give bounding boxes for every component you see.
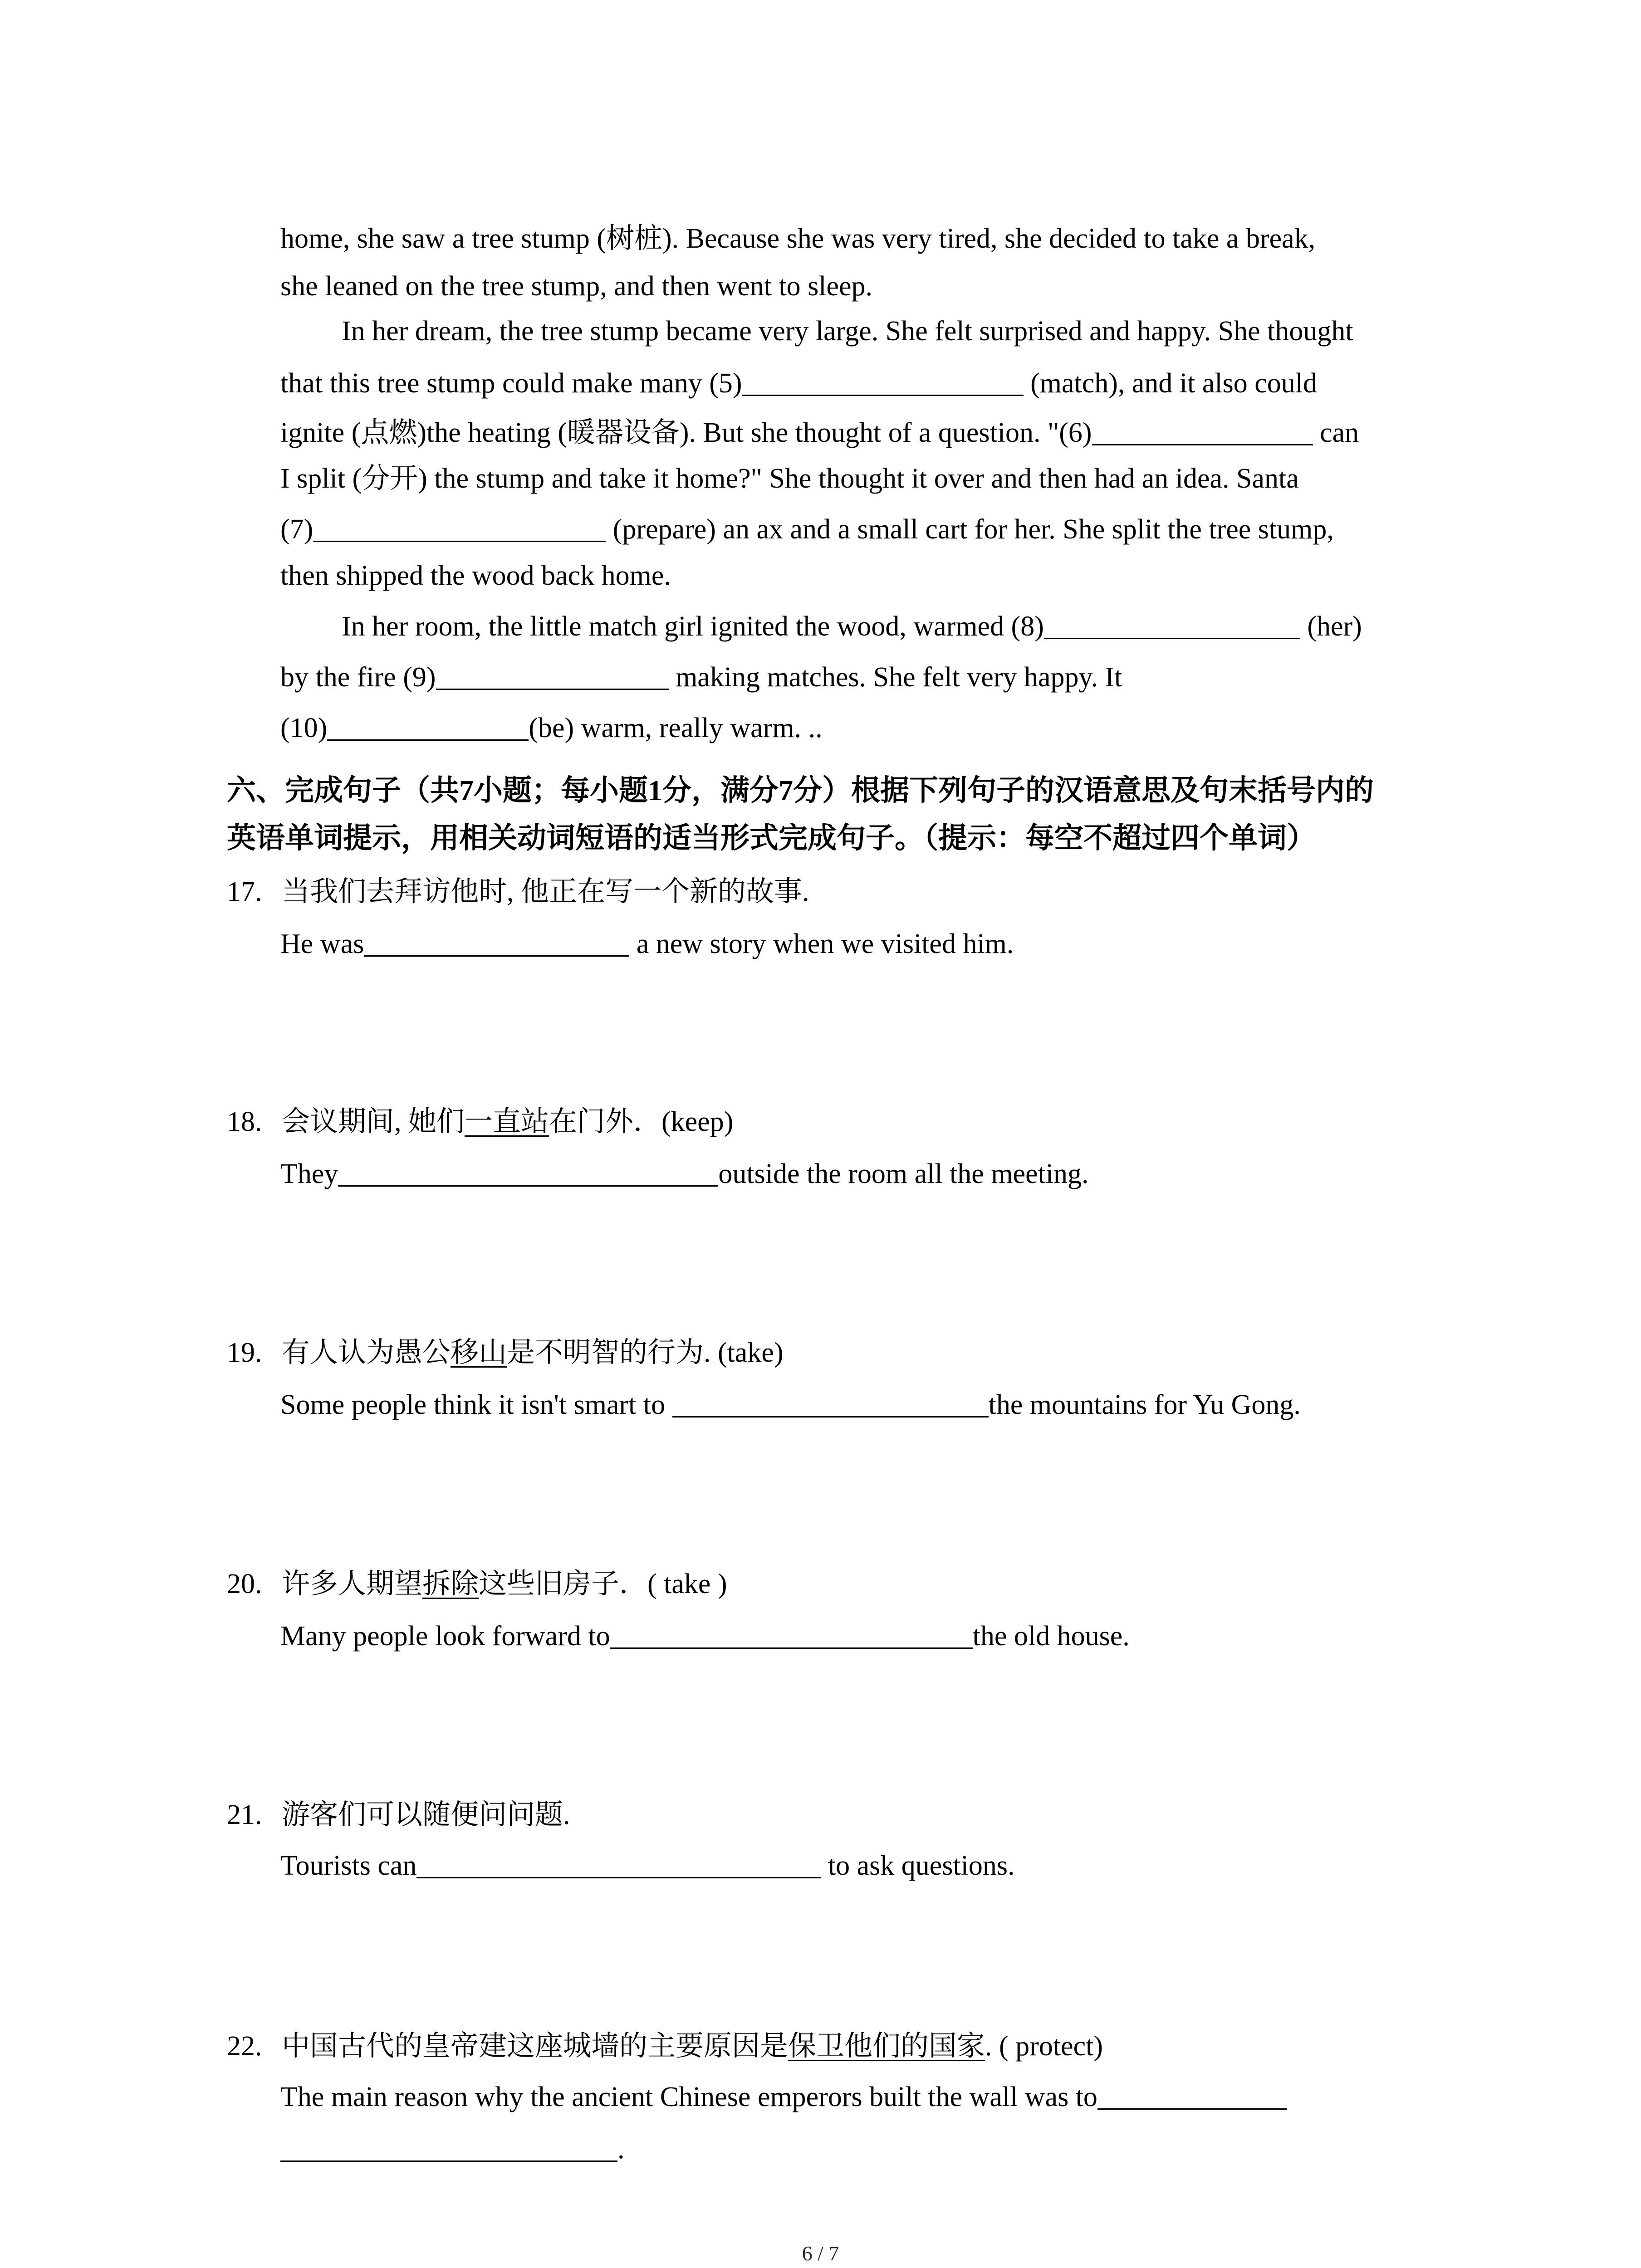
question-19-prompt [227, 1334, 784, 1371]
question-17-answer [280, 926, 1014, 962]
answer-blank-21 [416, 1852, 821, 1878]
passage-text: In her dream, the tree stump became very large. She felt surprised and happy. She thought [342, 316, 1353, 347]
passage-text: making matches. She felt very happy. It [668, 662, 1122, 693]
section-heading: 英语单词提示，用相关动词短语的适当形式完成句子。（提示：每空不超过四个单词） [227, 822, 1316, 854]
passage-line [280, 220, 1315, 257]
question-prompt-text: 中国古代的皇帝建这座城墙的主要原因是 [282, 2031, 789, 2062]
answer-blank-19 [672, 1391, 989, 1418]
question-20-answer [280, 1618, 1130, 1654]
question-22-answer [280, 2079, 1287, 2115]
question-prompt-text: 会议期间, 她们 [282, 1106, 465, 1137]
answer-text: a new story when we visited him. [629, 929, 1014, 959]
passage-line [280, 415, 1359, 451]
answer-text: outside the room all the meeting. [718, 1158, 1089, 1189]
answer-text: Some people think it isn't smart to [280, 1389, 672, 1420]
question-prompt-text: 当我们去拜访他时, 他正在写一个新的故事. [282, 876, 809, 907]
passage-text: can [1313, 417, 1359, 448]
passage-text: (match), and it also could [1023, 368, 1317, 399]
passage-line [280, 557, 671, 594]
question-prompt-text: . ( protect) [985, 2031, 1103, 2062]
underlined-phrase: 拆除 [422, 1569, 479, 1599]
answer-text: Many people look forward to [280, 1621, 610, 1652]
underlined-phrase: 保卫他们的国家 [788, 2031, 985, 2062]
passage-line [342, 313, 1353, 349]
passage-text: I split (分开) the stump and take it home?" She thought it over and then had an idea. Santa [280, 463, 1299, 494]
question-number: 22. [227, 2031, 262, 2062]
answer-blank-5 [742, 369, 1024, 396]
answer-text: The main reason why the ancient Chinese emperors built the wall was to [280, 2082, 1097, 2112]
question-prompt-text: 这些旧房子．( take ) [479, 1569, 727, 1599]
answer-blank-9 [436, 663, 669, 690]
passage-text: then shipped the wood back home. [280, 560, 671, 591]
answer-blank-18 [338, 1160, 718, 1187]
answer-text: They [280, 1158, 338, 1189]
passage-text: that this tree stump could make many (5) [280, 368, 742, 399]
answer-blank-22a [1097, 2083, 1287, 2110]
question-number: 17. [227, 876, 262, 907]
passage-text: (her) [1300, 611, 1362, 642]
passage-line [280, 365, 1317, 401]
answer-text: to ask questions. [821, 1850, 1015, 1881]
passage-text: (10) [280, 713, 328, 743]
question-number: 20. [227, 1569, 262, 1599]
question-prompt-text: 是不明智的行为. (take) [507, 1337, 784, 1368]
answer-blank-22b [280, 2135, 617, 2162]
question-number: 21. [227, 1799, 262, 1830]
question-number: 18. [227, 1106, 262, 1137]
question-22-prompt [227, 2028, 1103, 2064]
question-21-prompt [227, 1797, 570, 1833]
section-heading: 六、完成句子（共7小题；每小题1分，满分7分）根据下列句子的汉语意思及句末括号内的 [227, 774, 1374, 807]
question-18-prompt [227, 1104, 733, 1140]
passage-text: by the fire (9) [280, 662, 436, 693]
page-number: 6 / 7 [802, 2242, 839, 2265]
answer-text: He was [280, 929, 364, 959]
passage-text: (be) warm, really warm. .. [529, 713, 823, 743]
passage-text: she leaned on the tree stump, and then went to sleep. [280, 271, 873, 302]
passage-line [280, 710, 823, 746]
answer-blank-6 [1092, 419, 1313, 445]
answer-blank-20 [610, 1622, 973, 1649]
answer-blank-8 [1044, 612, 1300, 639]
answer-text: . [617, 2134, 625, 2165]
question-prompt-text: 有人认为愚公 [282, 1337, 451, 1368]
passage-line [342, 608, 1362, 645]
question-20-prompt [227, 1566, 727, 1602]
passage-text: In her room, the little match girl ignited the wood, warmed (8) [342, 611, 1044, 642]
passage-line [280, 659, 1122, 695]
question-prompt-text: 游客们可以随便问问题. [282, 1799, 570, 1830]
question-number: 19. [227, 1337, 262, 1368]
answer-text: the mountains for Yu Gong. [988, 1389, 1301, 1420]
question-prompt-text: 许多人期望 [282, 1569, 423, 1599]
question-21-answer [280, 1848, 1015, 1884]
answer-blank-10 [327, 714, 529, 741]
passage-line [280, 511, 1334, 547]
passage-text: home, she saw a tree stump (树桩). Because she was very tired, she decided to take a break, [280, 223, 1316, 254]
question-22-answer-cont [280, 2131, 625, 2167]
answer-text: Tourists can [280, 1850, 417, 1881]
underlined-phrase: 移山 [451, 1337, 507, 1368]
question-prompt-text: 在门外．(keep) [549, 1106, 734, 1137]
question-17-prompt [227, 874, 809, 910]
passage-text: (prepare) an ax and a small cart for her. She split the tree stump, [606, 514, 1334, 545]
question-19-answer [280, 1387, 1301, 1423]
passage-line [280, 460, 1299, 497]
passage-text: (7) [280, 514, 314, 545]
passage-line [280, 268, 872, 304]
answer-blank-7 [313, 515, 606, 542]
underlined-phrase: 一直站 [465, 1106, 549, 1137]
passage-text: ignite (点燃)the heating (暖器设备). But she thought of a question. "(6) [280, 417, 1092, 448]
answer-blank-17 [364, 930, 629, 957]
answer-text: the old house. [972, 1621, 1130, 1652]
question-18-answer [280, 1156, 1089, 1192]
